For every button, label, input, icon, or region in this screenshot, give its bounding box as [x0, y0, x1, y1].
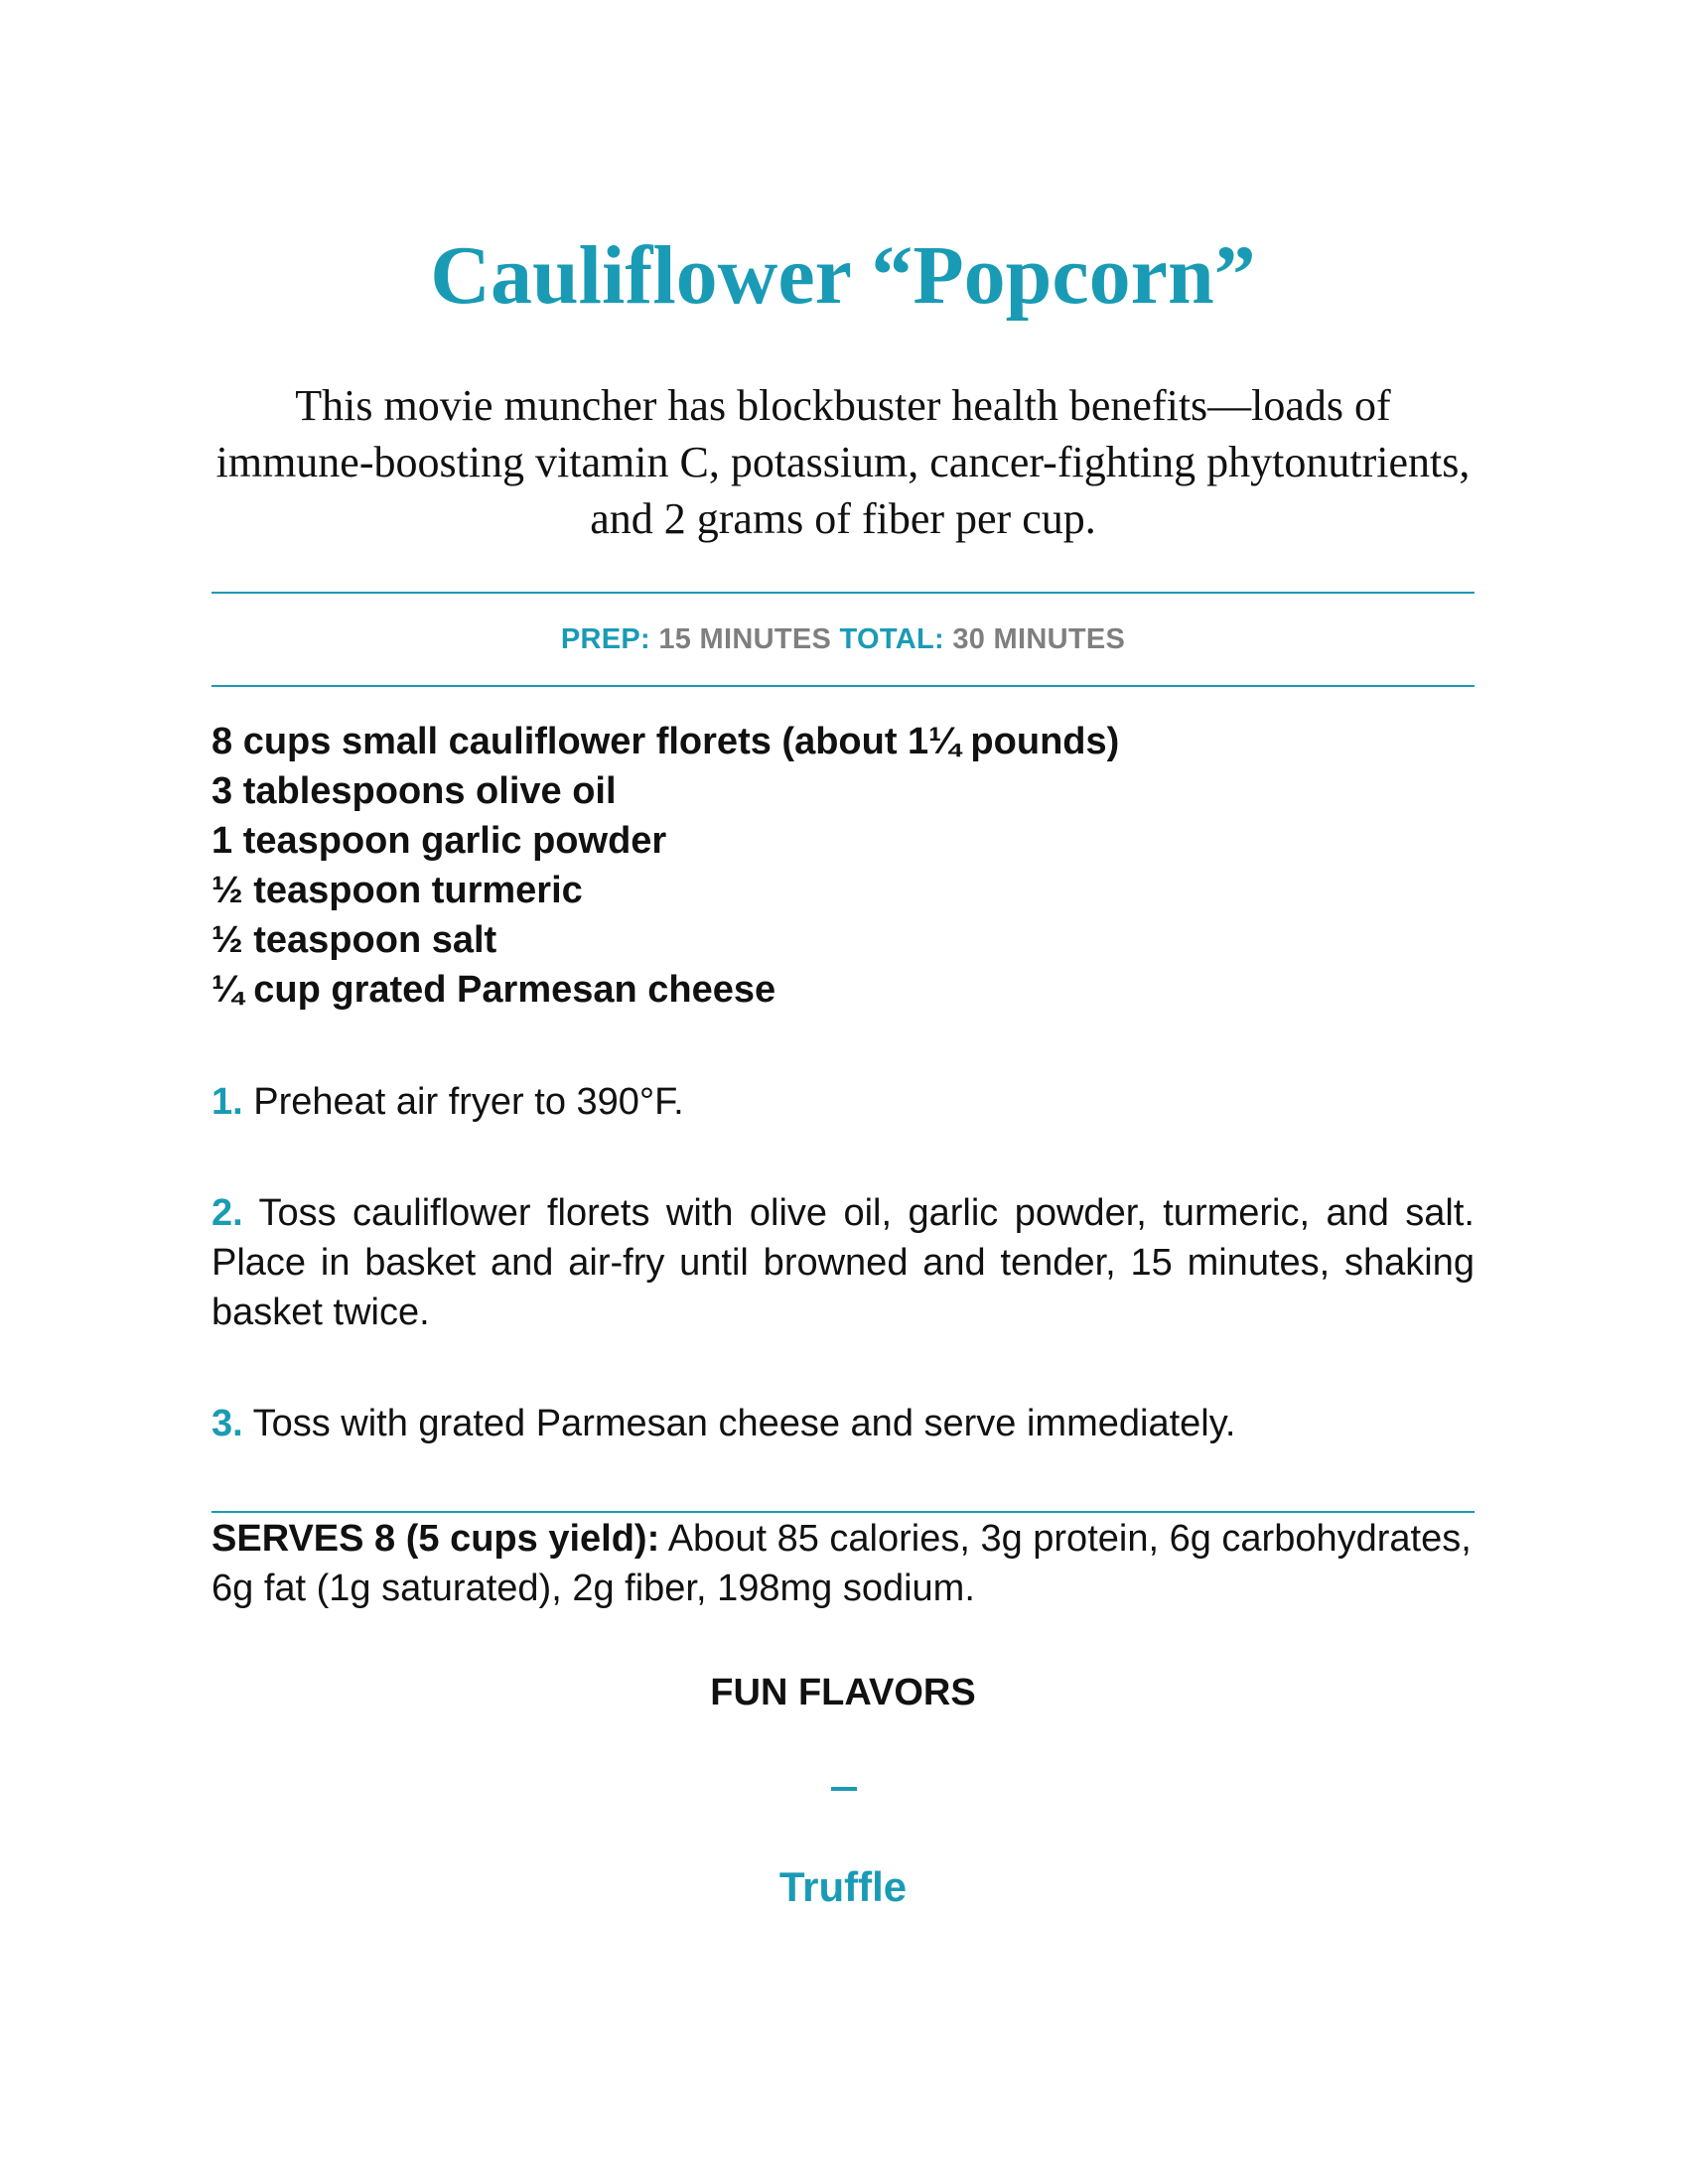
ingredient-list [211, 717, 1119, 1015]
top-divider [211, 592, 1475, 594]
ingredient-item: ¼ cup grated Parmesan cheese [211, 969, 776, 1011]
recipe-title: Cauliflower “Popcorn” [430, 229, 1256, 322]
timing-line [211, 621, 1475, 657]
step-number: 1. [211, 1081, 243, 1123]
variation-title: Truffle [778, 1863, 908, 1910]
total-label: TOTAL: [839, 623, 944, 655]
step-number: 2. [211, 1192, 243, 1234]
nutrition-lead: SERVES 8 (5 cups yield): [211, 1518, 660, 1560]
step-text: Toss cauliflower florets with olive oil, garlic powder, turmeric, and salt. Place in basket and air-fry until browned and tender, 15 minutes, shaking basket twice. [211, 1192, 1475, 1333]
ingredient-item: ½ teaspoon turmeric [211, 870, 583, 911]
timing-divider [211, 685, 1475, 687]
step-text: Preheat air fryer to 390°F. [253, 1081, 684, 1123]
step-number: 3. [211, 1403, 243, 1444]
accent-dash [831, 1787, 857, 1791]
fun-flavors-heading: FUN FLAVORS [710, 1672, 976, 1713]
nutrition-info [211, 1514, 1475, 1613]
prep-value: 15 MINUTES [658, 623, 832, 655]
step-1 [211, 1077, 1475, 1127]
total-value: 30 MINUTES [952, 623, 1126, 655]
recipe-intro: This movie muncher has blockbuster health benefits—loads of immune-boosting vitamin C, potassium, cancer-fighting phytonutrients, and 2 grams of fiber per cup. [215, 381, 1471, 543]
nutrition-divider [211, 1511, 1475, 1513]
ingredient-item: 3 tablespoons olive oil [211, 770, 617, 812]
step-3 [211, 1399, 1475, 1448]
ingredient-item: 1 teaspoon garlic powder [211, 820, 667, 862]
step-text: Toss with grated Parmesan cheese and serve immediately. [252, 1403, 1236, 1444]
prep-label: PREP: [560, 623, 650, 655]
ingredient-item: ½ teaspoon salt [211, 919, 497, 961]
step-2 [211, 1188, 1475, 1337]
nutrition-text: About 85 calories, 3g protein, 6g carbohydrates, 6g fat (1g saturated), 2g fiber, 198mg sodium. [211, 1518, 1472, 1609]
ingredient-item: 8 cups small cauliflower florets (about 1¼ pounds) [211, 721, 1120, 762]
